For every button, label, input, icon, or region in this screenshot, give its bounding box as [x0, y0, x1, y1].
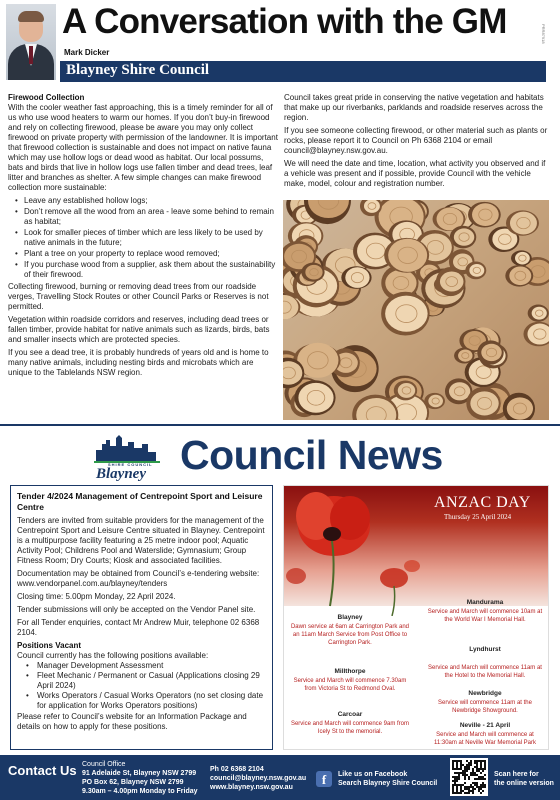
logo-subtitle: SHIRE COUNCIL	[108, 462, 153, 467]
service-town: Neville - 21 April	[459, 722, 511, 729]
list-item: • Leave any established hollow logs;	[24, 196, 278, 206]
scan-line: the online version	[494, 780, 554, 787]
positions-heading: Positions Vacant	[17, 641, 82, 650]
qr-code-icon[interactable]	[450, 758, 488, 796]
contact-details	[210, 765, 306, 792]
anzac-title: ANZAC DAY	[434, 494, 531, 511]
service-listing	[288, 668, 412, 693]
tender-heading: Tender 4/2024 Management of Centrepoint Sport and Leisure Centre	[17, 491, 263, 512]
firewood-article-left	[8, 93, 278, 381]
list-item: • Don’t remove all the wood from an area - leave some behind to remain as habitat;	[24, 207, 278, 227]
reference-code: PRR87918	[541, 24, 546, 44]
street-address: 91 Adelaide St, Blayney NSW 2799	[82, 770, 197, 777]
phone-number[interactable]: Ph 02 6368 2104	[210, 766, 264, 773]
scan-line: Scan here for	[494, 771, 539, 778]
gm-portrait-photo	[6, 4, 56, 80]
scan-info	[494, 770, 554, 788]
positions-intro: Council currently has the following positions available:	[17, 651, 209, 660]
service-town: Mandurama	[466, 599, 504, 606]
list-item: • Works Operators / Casual Works Operators (no set closing date for application for Works Operators positions)	[37, 691, 266, 711]
tender-paragraph: Tender submissions will only be accepted on the Vendor Panel site.	[17, 605, 256, 614]
positions-outro: Please refer to Council’s website for an Information Package and details on how to apply for these positions.	[17, 712, 247, 731]
service-details: Service and March will commence 10am at the World War I Memorial Hall.	[427, 609, 543, 623]
anzac-day-panel	[283, 485, 549, 750]
firewood-paragraph: Vegetation within roadside corridors and reserves, including dead trees or fallen timber, provide habitat for native animals such as lizards, birds, bats and smaller insects which are protected species.	[8, 315, 270, 344]
council-banner	[60, 61, 546, 82]
service-town: Carcoar	[337, 711, 363, 718]
service-details: Service and March will commence 9am from Icely St to the memorial.	[290, 721, 410, 735]
facebook-search: Search Blayney Shire Council	[338, 780, 438, 787]
service-details: Service and March will commence at 11:30am at Neville War Memorial Park	[433, 732, 537, 746]
blayney-logo	[86, 432, 172, 482]
council-news-title: Council News	[180, 432, 443, 478]
council-name: Blayney Shire Council	[66, 62, 210, 78]
website-link[interactable]: www.blayney.nsw.gov.au	[210, 784, 293, 791]
service-town: Lyndhurst	[469, 646, 501, 653]
firewood-paragraph: We will need the date and time, location, what activity you observed and if a vehicle was present and if possible, provide Council with the vehicle make, model, colour and registration number.	[284, 159, 546, 188]
tender-paragraph: Tenders are invited from suitable providers for the management of the Centrepoint Sport and Leisure Centre situated in Blayney. Centrepoint is a multipurpose facility featuring a 25 metre indoor pool; Aquatic Activity Pool; Childrens Pool and Waterslide; Gymnasium; Group Fitness Room; Dry Courts; Kiosk and associated facilities.	[17, 516, 265, 565]
service-town: Blayney	[337, 614, 363, 621]
positions-list	[17, 661, 266, 711]
service-listing	[424, 599, 546, 624]
office-address	[82, 760, 198, 796]
service-listing	[424, 646, 546, 655]
firewood-paragraph: Collecting firewood, burning or removing dead trees from our roadside verges, Travelling Stock Routes or other Council Parks or Reserves is not permitted.	[8, 282, 269, 311]
email-link[interactable]: council@blayney.nsw.gov.au	[210, 775, 307, 782]
office-title: Council Office	[82, 761, 126, 768]
firewood-paragraph: Council takes great pride in conserving the native vegetation and habitats that make up our riverbanks, parklands and roadside reserves across the region.	[284, 93, 544, 122]
service-listing	[424, 722, 546, 747]
tender-contact: For all Tender enquiries, contact Mr Andrew Muir, telephone 02 6368 2104.	[17, 618, 260, 637]
list-item: • Fleet Mechanic / Permanent or Casual (Applications closing 29 April 2024)	[37, 671, 266, 691]
tender-paragraph: Documentation may be obtained from Council’s e-tendering website: www.vendorpanel.com.au/blayney/tenders	[17, 569, 260, 588]
service-details: Service will commence 11am at the Newbridge Showground.	[438, 700, 532, 714]
service-listing	[424, 690, 546, 715]
contact-us-label: Contact Us	[8, 763, 77, 778]
logo-wordmark: Blayney	[96, 466, 146, 482]
service-listing	[288, 711, 412, 736]
firewood-heading: Firewood Collection	[8, 93, 85, 102]
firewood-pile-photo	[283, 200, 549, 420]
list-item: • If you purchase wood from a supplier, ask them about the sustainability of their firewood.	[24, 260, 278, 280]
list-item: • Plant a tree on your property to replace wood removed;	[24, 249, 278, 259]
office-hours: 9.30am – 4.00pm Monday to Friday	[82, 788, 198, 795]
contact-footer	[0, 755, 560, 800]
facebook-line: Like us on Facebook	[338, 771, 408, 778]
postal-address: PO Box 62, Blayney NSW 2799	[82, 779, 184, 786]
anzac-date: Thursday 25 April 2024	[444, 513, 512, 521]
firewood-tips-list	[8, 196, 278, 280]
gm-header	[0, 0, 560, 86]
firewood-paragraph: If you see a dead tree, it is probably hundreds of years old and is home to many native animals, including nesting birds and microbats which are unique to the Tablelands NSW region.	[8, 348, 269, 377]
service-town: Newbridge	[468, 690, 502, 697]
page-title: A Conversation with the GM	[62, 2, 507, 41]
service-listing	[288, 614, 412, 647]
firewood-intro: With the cooler weather fast approaching, this is a timely reminder for all of us who use wood heaters to warm our homes. If you don’t buy-in firewood and rely on collecting firewood, please be aware you may only collect firewood on private property with permission of the landowner. It is important that firewood collection is sustainable and does not impact on native fauna which may use hollow logs or dead wood as habitat. Our local possums, bats and birds that live in hollow logs use fallen timber and dead trees, leaf litter and branches as shelter. A few simple changes can make firewood collection more sustainable:	[8, 103, 278, 192]
service-town: Millthorpe	[334, 668, 366, 675]
facebook-icon[interactable]: f	[316, 771, 332, 787]
list-item: • Manager Development Assessment	[37, 661, 266, 671]
tender-notice-box	[10, 485, 273, 750]
service-details: Service and March will commence 11am at the Hotel to the Memorial Hall.	[428, 665, 542, 679]
tender-closing-time: Closing time: 5.00pm Monday, 22 April 2024.	[17, 592, 176, 601]
author-name: Mark Dicker	[64, 48, 110, 57]
service-details-block	[424, 664, 546, 680]
service-details: Service and March will commence 7.30am from Victoria St to Redmond Oval.	[293, 678, 407, 692]
firewood-article-right	[284, 93, 550, 192]
firewood-paragraph: If you see someone collecting firewood, or other material such as plants or rocks, please report it to Council on Ph 6368 2104 or email council@blayney.nsw.gov.au.	[284, 126, 548, 155]
list-item: • Look for smaller pieces of timber which are less likely to be used by native animals in the future;	[24, 228, 278, 248]
facebook-info[interactable]	[338, 770, 437, 788]
service-details: Dawn service at 6am at Carrington Park and an 11am March Service from Post Office to Carrington Park.	[290, 624, 410, 646]
section-divider	[0, 424, 560, 426]
